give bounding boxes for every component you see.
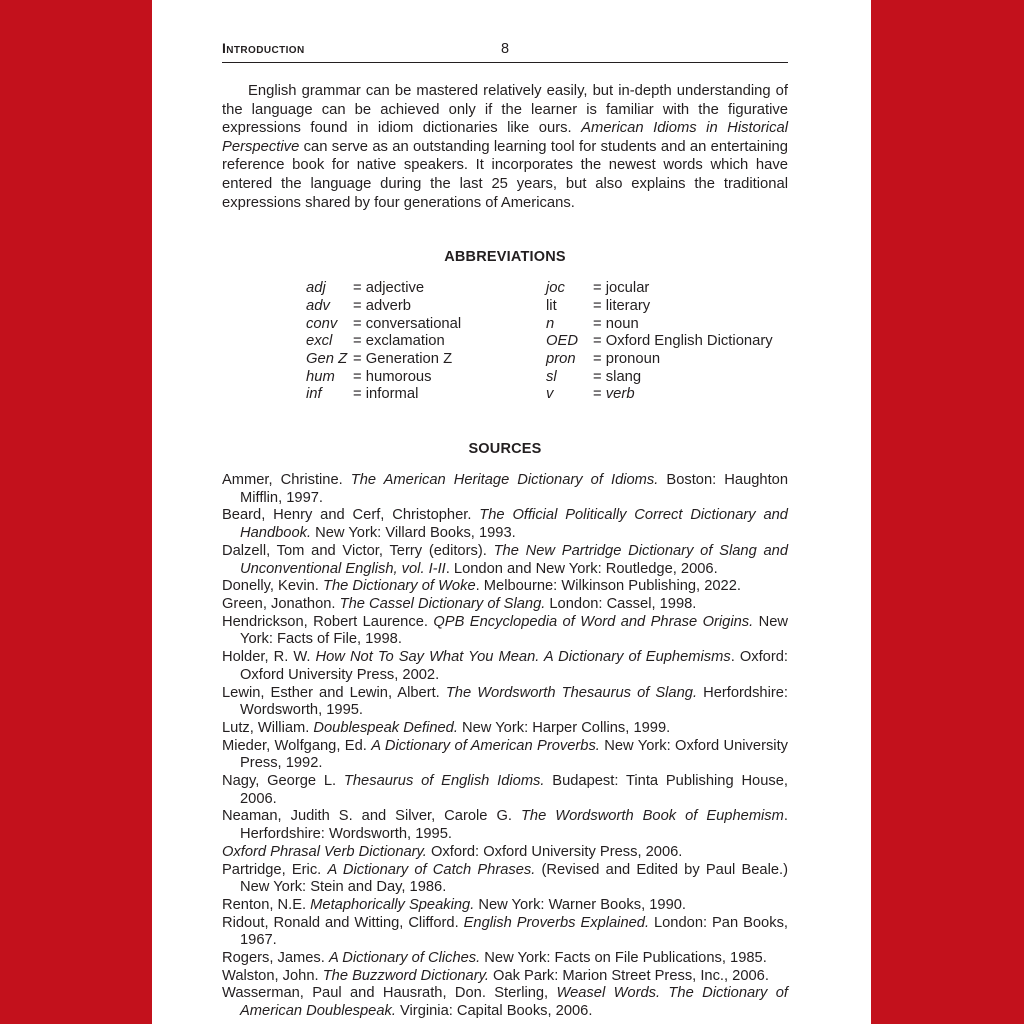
- source-entry: Neaman, Judith S. and Silver, Carole G. The Wordsworth Book of Euphemism. Herfordshire: Wordsworth, 1995.: [222, 808, 788, 843]
- abbreviation-term: conv: [306, 315, 338, 332]
- left-red-border: [0, 0, 152, 1024]
- abbreviation-definition: = exclamation: [353, 333, 445, 350]
- abbreviation-definition: = slang: [593, 368, 642, 385]
- abbreviation-row: [306, 298, 546, 316]
- abbreviation-row: [306, 280, 546, 298]
- source-entry: Partridge, Eric. A Dictionary of Catch Phrases. (Revised and Edited by Paul Beale.) New York: Stein and Day, 1986.: [222, 861, 789, 896]
- source-entry: Renton, N.E. Metaphorically Speaking. New York: Warner Books, 1990.: [222, 896, 686, 913]
- abbreviation-row: [546, 298, 773, 316]
- source-entry: Green, Jonathon. The Cassel Dictionary of Slang. London: Cassel, 1998.: [222, 596, 697, 612]
- book-page: [152, 0, 871, 1024]
- abbreviation-row: [306, 316, 546, 334]
- source-entry: Rogers, James. A Dictionary of Cliches. New York: Facts on File Publications, 1985.: [222, 950, 767, 967]
- abbreviation-term: Gen Z: [306, 350, 348, 367]
- abbreviation-row: [306, 351, 546, 369]
- source-entry: Lutz, William. Doublespeak Defined. New York: Harper Collins, 1999.: [222, 719, 671, 736]
- abbreviation-definition: = humorous: [353, 368, 432, 385]
- abbreviation-definition: = Oxford English Dictionary: [593, 333, 773, 350]
- abbreviation-row: [306, 369, 546, 387]
- intro-paragraph: English grammar can be mastered relatively easily, but in-depth understanding of the language can be achieved only if the learner is familiar with the figurative expressions found in idiom dictionaries like ours. American Idioms in Historical Perspective can serve as an outstanding learning tool for students and an entertaining reference book for native speakers. It incorporates the newest words which have entered the language during the last 25 years, but also explains the traditional expressions shared by four generations of Americans.: [222, 83, 788, 211]
- source-entry: Wasserman, Paul and Hausrath, Don. Sterling, Weasel Words. The Dictionary of American Doublespeak. Virginia: Capital Books, 2006.: [222, 985, 788, 1020]
- right-red-border: [871, 0, 1024, 1024]
- source-entry: Beard, Henry and Cerf, Christopher. The Official Politically Correct Dictionary and Handbook. New York: Villard Books, 1993.: [222, 507, 788, 542]
- abbreviation-term: adv: [306, 297, 330, 314]
- abbreviation-term: n: [546, 315, 555, 332]
- abbreviation-definition: = noun: [593, 315, 639, 332]
- abbreviation-definition: = pronoun: [593, 350, 661, 367]
- running-head: Introduction: [222, 40, 305, 56]
- source-entry: Lewin, Esther and Lewin, Albert. The Wordsworth Thesaurus of Slang. Herfordshire: Wordsworth, 1995.: [222, 684, 788, 719]
- abbreviation-term: lit: [546, 297, 557, 314]
- source-entry: Ridout, Ronald and Witting, Clifford. English Proverbs Explained. London: Pan Books, 1967.: [222, 914, 788, 949]
- page-number: 8: [500, 41, 510, 57]
- sources-list: [222, 472, 788, 1021]
- source-entry: Hendrickson, Robert Laurence. QPB Encyclopedia of Word and Phrase Origins. New York: Facts of File, 1998.: [222, 613, 788, 648]
- abbreviations-column-right: [546, 280, 773, 404]
- abbreviation-definition: = literary: [593, 297, 651, 314]
- sources-heading: SOURCES: [468, 441, 542, 458]
- source-entry: Walston, John. The Buzzword Dictionary. Oak Park: Marion Street Press, Inc., 2006.: [222, 967, 769, 984]
- source-entry: Donelly, Kevin. The Dictionary of Woke. Melbourne: Wilkinson Publishing, 2022.: [222, 578, 741, 595]
- abbreviation-row: [546, 316, 773, 334]
- abbreviation-row: [546, 333, 773, 351]
- abbreviation-definition: = conversational: [353, 315, 462, 332]
- abbreviations-list: [306, 280, 788, 404]
- abbreviation-term: inf: [306, 386, 322, 403]
- abbreviation-row: [546, 351, 773, 369]
- source-entry: Nagy, George L. Thesaurus of English Idioms. Budapest: Tinta Publishing House, 2006.: [222, 773, 788, 807]
- page-header: [222, 40, 788, 63]
- source-entry: Mieder, Wolfgang, Ed. A Dictionary of American Proverbs. New York: Oxford University Press, 1992.: [222, 737, 788, 772]
- abbreviation-definition: = jocular: [593, 280, 650, 297]
- abbreviation-term: pron: [546, 350, 576, 367]
- abbreviation-row: [306, 386, 546, 404]
- source-entry: Oxford Phrasal Verb Dictionary. Oxford: Oxford University Press, 2006.: [222, 843, 683, 860]
- abbreviation-term: OED: [546, 333, 579, 350]
- source-entry: Ammer, Christine. The American Heritage Dictionary of Idioms. Boston: Haughton Mifflin, 1997.: [222, 472, 788, 506]
- abbreviation-definition: = adjective: [353, 280, 425, 297]
- abbreviation-definition: = adverb: [353, 297, 412, 314]
- abbreviation-term: joc: [546, 280, 565, 297]
- abbreviation-definition: = verb: [593, 386, 635, 403]
- source-entry: Holder, R. W. How Not To Say What You Mean. A Dictionary of Euphemisms. Oxford: Oxford University Press, 2002.: [222, 649, 788, 683]
- abbreviation-row: [306, 333, 546, 351]
- abbreviation-row: [546, 280, 773, 298]
- source-entry: Dalzell, Tom and Victor, Terry (editors). The New Partridge Dictionary of Slang and Unconventional English, vol. I-II. London and New York: Routledge, 2006.: [222, 542, 789, 577]
- abbreviation-term: hum: [306, 368, 335, 385]
- abbreviation-row: [546, 369, 773, 387]
- abbreviation-row: [546, 386, 773, 404]
- abbreviation-term: adj: [306, 280, 326, 297]
- abbreviations-heading: ABBREVIATIONS: [444, 249, 566, 266]
- abbreviation-term: sl: [546, 368, 557, 385]
- abbreviation-definition: = informal: [353, 386, 419, 403]
- abbreviations-column-left: [306, 280, 546, 404]
- abbreviation-definition: = Generation Z: [353, 350, 453, 367]
- abbreviation-term: v: [546, 386, 554, 403]
- abbreviation-term: excl: [306, 333, 333, 350]
